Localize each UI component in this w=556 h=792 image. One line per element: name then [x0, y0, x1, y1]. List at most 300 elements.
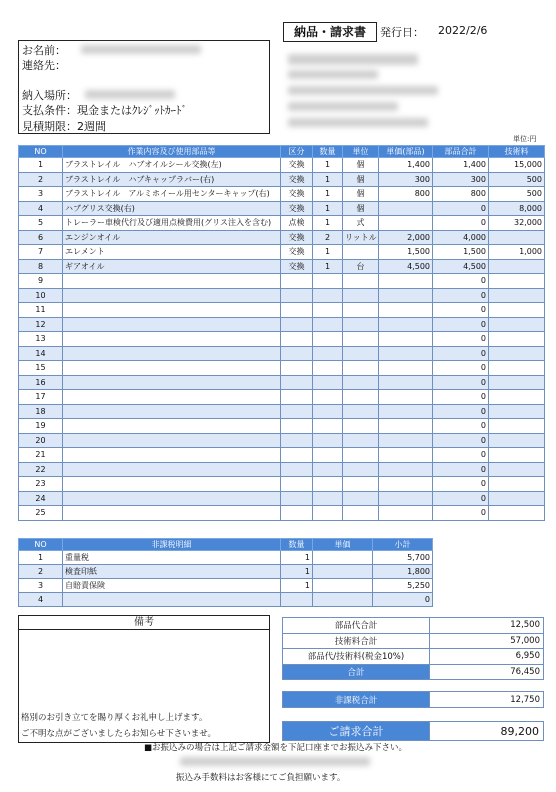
table-row	[19, 477, 545, 492]
row-no: 5	[19, 216, 63, 231]
row-quantity	[313, 288, 343, 303]
row-description	[63, 419, 281, 434]
table-row	[19, 288, 545, 303]
row-unit	[343, 419, 379, 434]
nontax-total-table	[282, 691, 544, 708]
row-quantity	[313, 346, 343, 361]
row-subtotal: 5,250	[373, 579, 433, 593]
row-unit	[343, 390, 379, 405]
row-tax-exempt-item	[63, 593, 281, 607]
parts-total-value: 12,500	[430, 618, 544, 634]
row-unit: 個	[343, 201, 379, 216]
remarks-title: 備考	[19, 616, 269, 630]
row-quantity	[313, 303, 343, 318]
row-unit	[343, 317, 379, 332]
row-unit-price	[379, 201, 433, 216]
row-unit	[343, 361, 379, 376]
row-parts-total: 800	[433, 187, 489, 202]
table-row	[19, 274, 545, 289]
row-parts-total: 0	[433, 506, 489, 521]
row-unit-price	[379, 506, 433, 521]
row-tech-fee	[489, 259, 545, 274]
row-parts-total: 0	[433, 303, 489, 318]
row-category	[281, 462, 313, 477]
row-tech-fee: 500	[489, 172, 545, 187]
row-no: 17	[19, 390, 63, 405]
row-no: 3	[19, 579, 63, 593]
row-unit	[343, 477, 379, 492]
row-unit-price	[313, 551, 373, 565]
totals-table	[282, 617, 544, 680]
row-category	[281, 317, 313, 332]
row-unit	[343, 375, 379, 390]
row-description: ハブグリス交換(右)	[63, 201, 281, 216]
table-row	[19, 361, 545, 376]
row-tech-fee	[489, 419, 545, 434]
document-title: 納品・請求書	[283, 22, 377, 42]
row-category: 交換	[281, 230, 313, 245]
row-quantity: 2	[313, 230, 343, 245]
row-tech-fee	[489, 346, 545, 361]
row-tech-fee	[489, 433, 545, 448]
row-category	[281, 477, 313, 492]
row-no: 2	[19, 172, 63, 187]
row-category: 交換	[281, 245, 313, 260]
row-parts-total: 0	[433, 462, 489, 477]
header-no: NO	[19, 539, 63, 551]
row-category	[281, 404, 313, 419]
header-subtotal: 小計	[373, 539, 433, 551]
row-description	[63, 433, 281, 448]
row-unit-price	[379, 404, 433, 419]
row-quantity	[313, 361, 343, 376]
row-no: 8	[19, 259, 63, 274]
row-unit	[343, 332, 379, 347]
row-quantity	[313, 317, 343, 332]
row-description	[63, 462, 281, 477]
row-no: 22	[19, 462, 63, 477]
row-category: 点検	[281, 216, 313, 231]
row-category	[281, 346, 313, 361]
remarks-line: 格別のお引き立てを賜り厚くお礼申し上げます。	[21, 713, 208, 723]
row-category	[281, 274, 313, 289]
row-category: 交換	[281, 172, 313, 187]
row-no: 19	[19, 419, 63, 434]
row-tech-fee	[489, 462, 545, 477]
row-parts-total: 4,500	[433, 259, 489, 274]
totals-row	[283, 649, 544, 665]
row-no: 25	[19, 506, 63, 521]
row-category	[281, 332, 313, 347]
row-unit-price	[313, 565, 373, 579]
table-row	[19, 317, 545, 332]
row-category: 交換	[281, 201, 313, 216]
row-quantity	[313, 332, 343, 347]
issue-date: 2022/2/6	[438, 24, 488, 37]
row-unit-price	[379, 433, 433, 448]
row-unit-price	[379, 216, 433, 231]
row-quantity	[313, 404, 343, 419]
table-row	[19, 172, 545, 187]
row-quantity: 1	[313, 187, 343, 202]
table-header-row	[19, 539, 433, 551]
row-quantity	[313, 390, 343, 405]
header-unit-price: 単価(部品)	[379, 146, 433, 158]
row-no: 4	[19, 593, 63, 607]
row-description	[63, 477, 281, 492]
row-category: 交換	[281, 187, 313, 202]
redacted-name	[81, 45, 201, 54]
row-quantity	[313, 506, 343, 521]
row-unit-price: 300	[379, 172, 433, 187]
row-tech-fee	[489, 506, 545, 521]
table-row	[19, 201, 545, 216]
row-subtotal: 1,800	[373, 565, 433, 579]
row-no: 6	[19, 230, 63, 245]
row-no: 7	[19, 245, 63, 260]
redacted-company-line	[288, 70, 378, 79]
table-row	[19, 216, 545, 231]
table-row	[19, 404, 545, 419]
header-quantity: 数量	[313, 146, 343, 158]
row-unit: 個	[343, 158, 379, 173]
row-parts-total: 0	[433, 216, 489, 231]
row-no: 12	[19, 317, 63, 332]
row-quantity	[313, 491, 343, 506]
row-unit	[343, 462, 379, 477]
row-description	[63, 346, 281, 361]
row-no: 21	[19, 448, 63, 463]
row-quantity: 1	[313, 216, 343, 231]
work-items-table	[18, 145, 545, 521]
row-unit-price	[313, 593, 373, 607]
row-tech-fee	[489, 448, 545, 463]
table-row	[19, 259, 545, 274]
totals-row	[283, 722, 544, 741]
row-category	[281, 361, 313, 376]
row-quantity	[281, 593, 313, 607]
row-parts-total: 0	[433, 477, 489, 492]
table-row	[19, 230, 545, 245]
row-unit-price	[379, 462, 433, 477]
row-parts-total: 0	[433, 346, 489, 361]
row-tax-exempt-item: 自賠責保険	[63, 579, 281, 593]
row-no: 23	[19, 477, 63, 492]
row-description: ギアオイル	[63, 259, 281, 274]
row-unit-price: 1,400	[379, 158, 433, 173]
row-tech-fee	[489, 303, 545, 318]
row-description	[63, 375, 281, 390]
row-unit-price	[379, 288, 433, 303]
totals-row	[283, 633, 544, 649]
row-description: ブラストレイル アルミホイール用センターキャップ(右)	[63, 187, 281, 202]
row-unit-price	[379, 274, 433, 289]
row-no: 1	[19, 551, 63, 565]
redacted-location	[85, 90, 175, 99]
estimate-period: 見積期限：2週間	[22, 120, 106, 133]
row-parts-total: 0	[433, 491, 489, 506]
row-unit-price	[313, 579, 373, 593]
row-quantity: 1	[313, 172, 343, 187]
tech-total-value: 57,000	[430, 633, 544, 649]
table-row	[19, 158, 545, 173]
payment-terms: 支払条件：現金またはｸﾚｼﾞｯﾄｶｰﾄﾞ	[22, 104, 187, 117]
row-parts-total: 0	[433, 433, 489, 448]
nontax-total-label: 非課税合計	[283, 692, 430, 708]
header-unit: 単位	[343, 146, 379, 158]
row-parts-total: 300	[433, 172, 489, 187]
row-description	[63, 506, 281, 521]
header-parts-total: 部品合計	[433, 146, 489, 158]
row-category	[281, 433, 313, 448]
unit-note: 単位:円	[513, 135, 537, 143]
row-unit	[343, 346, 379, 361]
table-row	[19, 375, 545, 390]
row-unit	[343, 491, 379, 506]
row-tech-fee	[489, 230, 545, 245]
row-quantity	[313, 448, 343, 463]
row-unit-price	[379, 303, 433, 318]
row-description	[63, 361, 281, 376]
row-category	[281, 506, 313, 521]
row-quantity	[313, 433, 343, 448]
row-unit	[343, 506, 379, 521]
table-row	[19, 551, 433, 565]
row-no: 11	[19, 303, 63, 318]
redacted-company-line	[288, 54, 418, 65]
parts-total-label: 部品代合計	[283, 618, 430, 634]
table-row	[19, 245, 545, 260]
sum-value: 76,450	[430, 664, 544, 680]
row-unit	[343, 274, 379, 289]
row-no: 1	[19, 158, 63, 173]
row-tech-fee: 32,000	[489, 216, 545, 231]
row-no: 13	[19, 332, 63, 347]
row-no: 18	[19, 404, 63, 419]
row-unit-price	[379, 346, 433, 361]
row-unit-price	[379, 477, 433, 492]
header-unit-price: 単価	[313, 539, 373, 551]
row-tax-exempt-item: 重量税	[63, 551, 281, 565]
row-description	[63, 317, 281, 332]
sum-label: 合計	[283, 664, 430, 680]
row-quantity	[313, 419, 343, 434]
row-tech-fee	[489, 361, 545, 376]
row-unit-price: 800	[379, 187, 433, 202]
header-tax-exempt-item: 非課税明細	[63, 539, 281, 551]
row-description: ブラストレイル ハブオイルシール交換(左)	[63, 158, 281, 173]
row-unit	[343, 288, 379, 303]
row-category	[281, 390, 313, 405]
row-parts-total: 0	[433, 317, 489, 332]
tax-label: 部品代/技術料(税金10%)	[283, 649, 430, 665]
row-unit-price	[379, 419, 433, 434]
table-row	[19, 506, 545, 521]
row-unit-price	[379, 375, 433, 390]
row-unit-price	[379, 390, 433, 405]
row-quantity: 1	[313, 158, 343, 173]
row-tech-fee	[489, 274, 545, 289]
row-quantity: 1	[281, 565, 313, 579]
row-tech-fee: 15,000	[489, 158, 545, 173]
row-tech-fee	[489, 390, 545, 405]
row-parts-total: 1,400	[433, 158, 489, 173]
row-tech-fee	[489, 317, 545, 332]
row-no: 14	[19, 346, 63, 361]
row-tech-fee: 500	[489, 187, 545, 202]
header-quantity: 数量	[281, 539, 313, 551]
row-description	[63, 491, 281, 506]
row-tax-exempt-item: 検査印紙	[63, 565, 281, 579]
row-parts-total: 4,000	[433, 230, 489, 245]
nontax-total-value: 12,750	[430, 692, 544, 708]
contact-label: 連絡先：	[22, 59, 66, 72]
row-tech-fee	[489, 404, 545, 419]
row-tech-fee: 8,000	[489, 201, 545, 216]
row-description	[63, 404, 281, 419]
table-row	[19, 433, 545, 448]
row-no: 4	[19, 201, 63, 216]
row-tech-fee: 1,000	[489, 245, 545, 260]
row-category	[281, 375, 313, 390]
row-unit: 個	[343, 172, 379, 187]
row-unit-price	[379, 332, 433, 347]
tax-value: 6,950	[430, 649, 544, 665]
row-description	[63, 303, 281, 318]
payment-instruction: ■お振込みの場合は上記ご請求金額を下記口座までお振込み下さい。	[144, 743, 408, 753]
tax-exempt-table	[18, 538, 433, 607]
grand-total-table	[282, 721, 544, 741]
row-category	[281, 419, 313, 434]
table-row	[19, 187, 545, 202]
row-description	[63, 288, 281, 303]
row-unit	[343, 404, 379, 419]
row-unit: リットル	[343, 230, 379, 245]
row-tech-fee	[489, 491, 545, 506]
header-category: 区分	[281, 146, 313, 158]
row-quantity	[313, 375, 343, 390]
table-row	[19, 491, 545, 506]
row-description: エレメント	[63, 245, 281, 260]
row-quantity: 1	[313, 245, 343, 260]
row-parts-total: 0	[433, 332, 489, 347]
row-quantity	[313, 462, 343, 477]
row-no: 10	[19, 288, 63, 303]
row-category: 交換	[281, 158, 313, 173]
row-quantity: 1	[281, 551, 313, 565]
customer-name-label: お名前：	[22, 44, 66, 57]
row-no: 9	[19, 274, 63, 289]
redacted-company-line	[288, 86, 438, 95]
row-unit	[343, 448, 379, 463]
row-unit-price: 1,500	[379, 245, 433, 260]
row-unit-price	[379, 361, 433, 376]
totals-row	[283, 664, 544, 680]
row-parts-total: 1,500	[433, 245, 489, 260]
table-row	[19, 419, 545, 434]
redacted-bank-account	[180, 757, 370, 766]
row-parts-total: 0	[433, 375, 489, 390]
row-parts-total: 0	[433, 448, 489, 463]
row-unit: 台	[343, 259, 379, 274]
row-unit: 個	[343, 187, 379, 202]
row-subtotal: 5,700	[373, 551, 433, 565]
row-quantity	[313, 477, 343, 492]
row-quantity: 1	[281, 579, 313, 593]
row-parts-total: 0	[433, 288, 489, 303]
delivery-location-label: 納入場所：	[22, 89, 77, 102]
header-tech-fee: 技術料	[489, 146, 545, 158]
table-row	[19, 593, 433, 607]
remarks-box	[18, 615, 270, 743]
row-category	[281, 303, 313, 318]
table-row	[19, 390, 545, 405]
row-parts-total: 0	[433, 274, 489, 289]
row-tech-fee	[489, 477, 545, 492]
row-parts-total: 0	[433, 390, 489, 405]
totals-row	[283, 692, 544, 708]
table-row	[19, 565, 433, 579]
totals-row	[283, 618, 544, 634]
row-unit-price: 2,000	[379, 230, 433, 245]
header-no: NO	[19, 146, 63, 158]
row-parts-total: 0	[433, 404, 489, 419]
grand-total-label: ご請求合計	[283, 722, 430, 741]
row-unit-price	[379, 448, 433, 463]
row-unit	[343, 303, 379, 318]
row-unit-price: 4,500	[379, 259, 433, 274]
table-row	[19, 462, 545, 477]
row-description	[63, 448, 281, 463]
row-category	[281, 288, 313, 303]
row-parts-total: 0	[433, 419, 489, 434]
row-subtotal: 0	[373, 593, 433, 607]
row-description	[63, 332, 281, 347]
row-category	[281, 448, 313, 463]
table-row	[19, 448, 545, 463]
table-header-row	[19, 146, 545, 158]
row-description: ブラストレイル ハブキャップラバー(右)	[63, 172, 281, 187]
transfer-fee-note: 振込み手数料はお客様にてご負担願います。	[176, 773, 346, 783]
remarks-line: ご不明な点がございましたらお知らせ下さいませ。	[21, 729, 216, 739]
row-quantity: 1	[313, 201, 343, 216]
row-tech-fee	[489, 375, 545, 390]
row-quantity	[313, 274, 343, 289]
row-unit: 式	[343, 216, 379, 231]
row-quantity: 1	[313, 259, 343, 274]
table-row	[19, 579, 433, 593]
row-unit-price	[379, 317, 433, 332]
row-unit	[343, 245, 379, 260]
issue-date-label: 発行日：	[380, 26, 424, 39]
row-description	[63, 390, 281, 405]
row-no: 24	[19, 491, 63, 506]
row-description: エンジンオイル	[63, 230, 281, 245]
redacted-company-line	[288, 118, 428, 127]
row-no: 2	[19, 565, 63, 579]
row-no: 3	[19, 187, 63, 202]
table-row	[19, 332, 545, 347]
row-description: トレーラー車検代行及び適用点検費用(グリス注入を含む)	[63, 216, 281, 231]
header-description: 作業内容及び使用部品等	[63, 146, 281, 158]
row-parts-total: 0	[433, 361, 489, 376]
row-no: 16	[19, 375, 63, 390]
redacted-company-line	[288, 102, 398, 111]
row-tech-fee	[489, 288, 545, 303]
tech-total-label: 技術料合計	[283, 633, 430, 649]
grand-total-value: 89,200	[430, 722, 544, 741]
row-category	[281, 491, 313, 506]
